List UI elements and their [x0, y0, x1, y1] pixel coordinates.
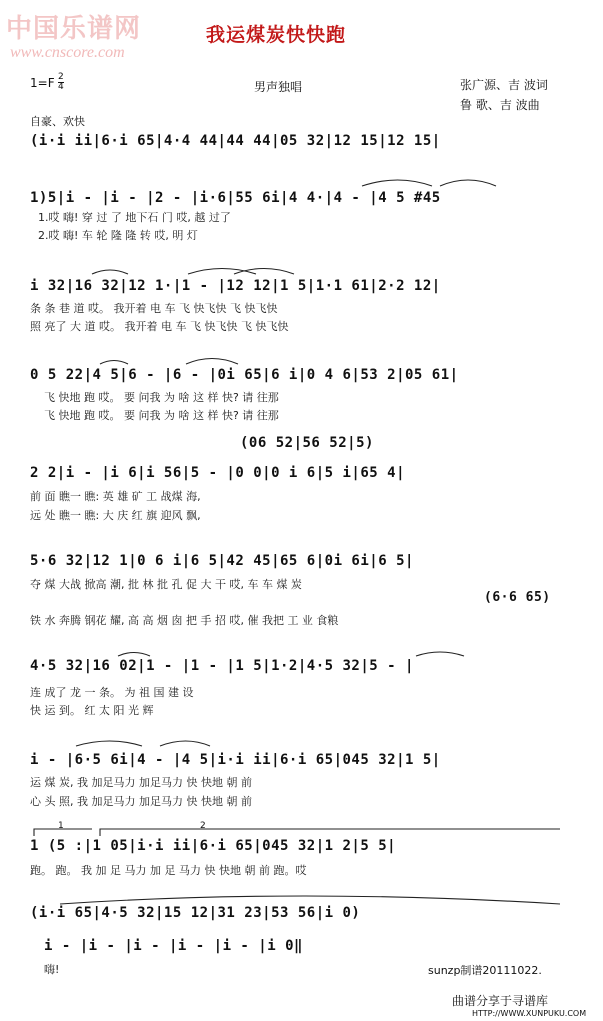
lyric-row-3-verse-2: 照 亮了 大 道 哎。 我开着 电 车 飞 快飞快 飞 快飞快: [30, 320, 289, 333]
slur-arc: [188, 269, 256, 275]
slur-arc: [92, 270, 128, 274]
footer-url: HTTP://WWW.XUNPUKU.COM: [472, 1009, 587, 1018]
watermark-url: www.cnscore.com: [10, 44, 125, 61]
score-row-11-accompaniment: (i·i 65|4·5 32|15 12|31 23|53 56|i 0): [30, 905, 361, 921]
slur-arc: [440, 180, 496, 186]
score-row-2: 1)5|i - |i - |2 - |i·6|55 6i|4 4·|4 - |4 5 #45: [30, 190, 441, 206]
lyric-row-6-verse-1: 前 面 瞧一 瞧: 英 雄 矿 工 战煤 海,: [30, 490, 201, 503]
lyric-row-6-verse-2: 远 处 瞧一 瞧: 大 庆 红 旗 迎风 飘,: [30, 509, 201, 522]
volta-1-bracket: [34, 829, 92, 836]
slur-arc: [100, 361, 128, 365]
slur-arc: [362, 180, 432, 186]
lyric-row-9-verse-1: 运 煤 炭, 我 加足马力 加足马力 快 快地 朝 前: [30, 776, 252, 789]
score-row-7: 5·6 32|12 1|0 6 i|6 5|42 45|65 6|0i 6i|6 5|: [30, 553, 414, 569]
lyric-row-2-verse-1: 1.哎 嗨! 穿 过 了 地下石 门 哎, 越 过了: [38, 211, 231, 224]
score-row-4: 0 5 22|4 5|6 - |6 - |0i 65|6 i|0 4 6|53 2|05 61|: [30, 367, 459, 383]
slur-arc: [118, 653, 150, 657]
lyric-row-10: 跑。 跑。 我 加 足 马力 加 足 马力 快 快地 朝 前 跑。哎: [30, 864, 307, 877]
volta-2-bracket: [100, 829, 560, 836]
slur-arc: [76, 741, 142, 746]
lyric-row-8-verse-2: 快 运 到。 红 太 阳 光 辉: [30, 704, 154, 717]
key-label: 1=F: [30, 76, 55, 90]
slur-arc: [160, 741, 210, 746]
lyric-row-12: 嗨!: [44, 963, 60, 976]
slur-arc: [186, 359, 238, 365]
volta-2-label: 2: [200, 821, 206, 831]
lyric-row-9-verse-2: 心 头 照, 我 加足马力 加足马力 快 快地 朝 前: [30, 795, 252, 808]
score-row-10: 1 (5 :|1 05|i·i ii|6·i 65|045 32|1 2|5 5|: [30, 838, 397, 854]
watermark-logo: 中国乐谱网: [6, 14, 142, 44]
transcriber-signature: sunzp制谱20111022.: [428, 964, 542, 977]
lyric-row-7-verse-1: 夺 煤 大战 掀高 潮, 批 林 批 孔 促 大 干 哎, 车 车 煤 炭: [30, 578, 302, 591]
slur-arc: [416, 652, 464, 656]
lyric-row-8-verse-1: 连 成了 龙 一 条。 为 祖 国 建 设: [30, 686, 194, 699]
lyricist-credit: 张广源、吉 波词: [460, 78, 548, 92]
score-row-8: 4·5 32|16 02|1 - |1 - |1 5|1·2|4·5 32|5 - |: [30, 658, 414, 674]
time-numerator: 2: [58, 72, 64, 82]
footer-source: 曲谱分享于寻谱库: [452, 994, 549, 1008]
lyric-row-4-verse-1: 飞 快地 跑 哎。 要 问我 为 啥 这 样 快? 请 往那: [44, 391, 279, 404]
lyric-row-2-verse-2: 2.哎 嗨! 车 轮 隆 隆 转 哎, 明 灯: [38, 229, 198, 242]
score-row-5-interlude: (06 52|56 52|5): [240, 435, 374, 451]
lyric-row-3-verse-1: 条 条 巷 道 哎。 我开着 电 车 飞 快飞快 飞 快飞快: [30, 302, 278, 315]
score-row-7-pickup: (6·6 65): [484, 590, 551, 605]
time-denominator: 4: [58, 82, 64, 92]
score-row-9: i - |6·5 6i|4 - |4 5|i·i ii|6·i 65|045 32|1 5|: [30, 752, 441, 768]
performance-style: 男声独唱: [254, 80, 303, 94]
score-row-3: i 32|16 32|12 1·|1 - |12 12|1 5|1·1 61|2·2 12|: [30, 278, 441, 294]
tempo-marking: 自豪、欢快: [30, 115, 85, 128]
lyric-row-4-verse-2: 飞 快地 跑 哎。 要 问我 为 啥 这 样 快? 请 往那: [44, 409, 279, 422]
slur-arc: [234, 269, 294, 275]
score-row-12: i - |i - |i - |i - |i - |i 0‖: [44, 938, 303, 954]
score-row-1: (i·i ii|6·i 65|4·4 44|44 44|05 32|12 15|12 15|: [30, 133, 441, 149]
slur-arc: [60, 896, 560, 904]
score-row-6: 2 2|i - |i 6|i 56|5 - |0 0|0 i 6|5 i|65 4|: [30, 465, 406, 481]
volta-1-label: 1: [58, 821, 64, 831]
song-title: 我运煤炭快快跑: [206, 24, 347, 46]
composer-credit: 鲁 歌、吉 波曲: [460, 98, 540, 112]
lyric-row-7-verse-2: 铁 水 奔腾 钢花 耀, 高 高 烟 囱 把 手 招 哎, 催 我把 工 业 食粮: [30, 614, 339, 627]
